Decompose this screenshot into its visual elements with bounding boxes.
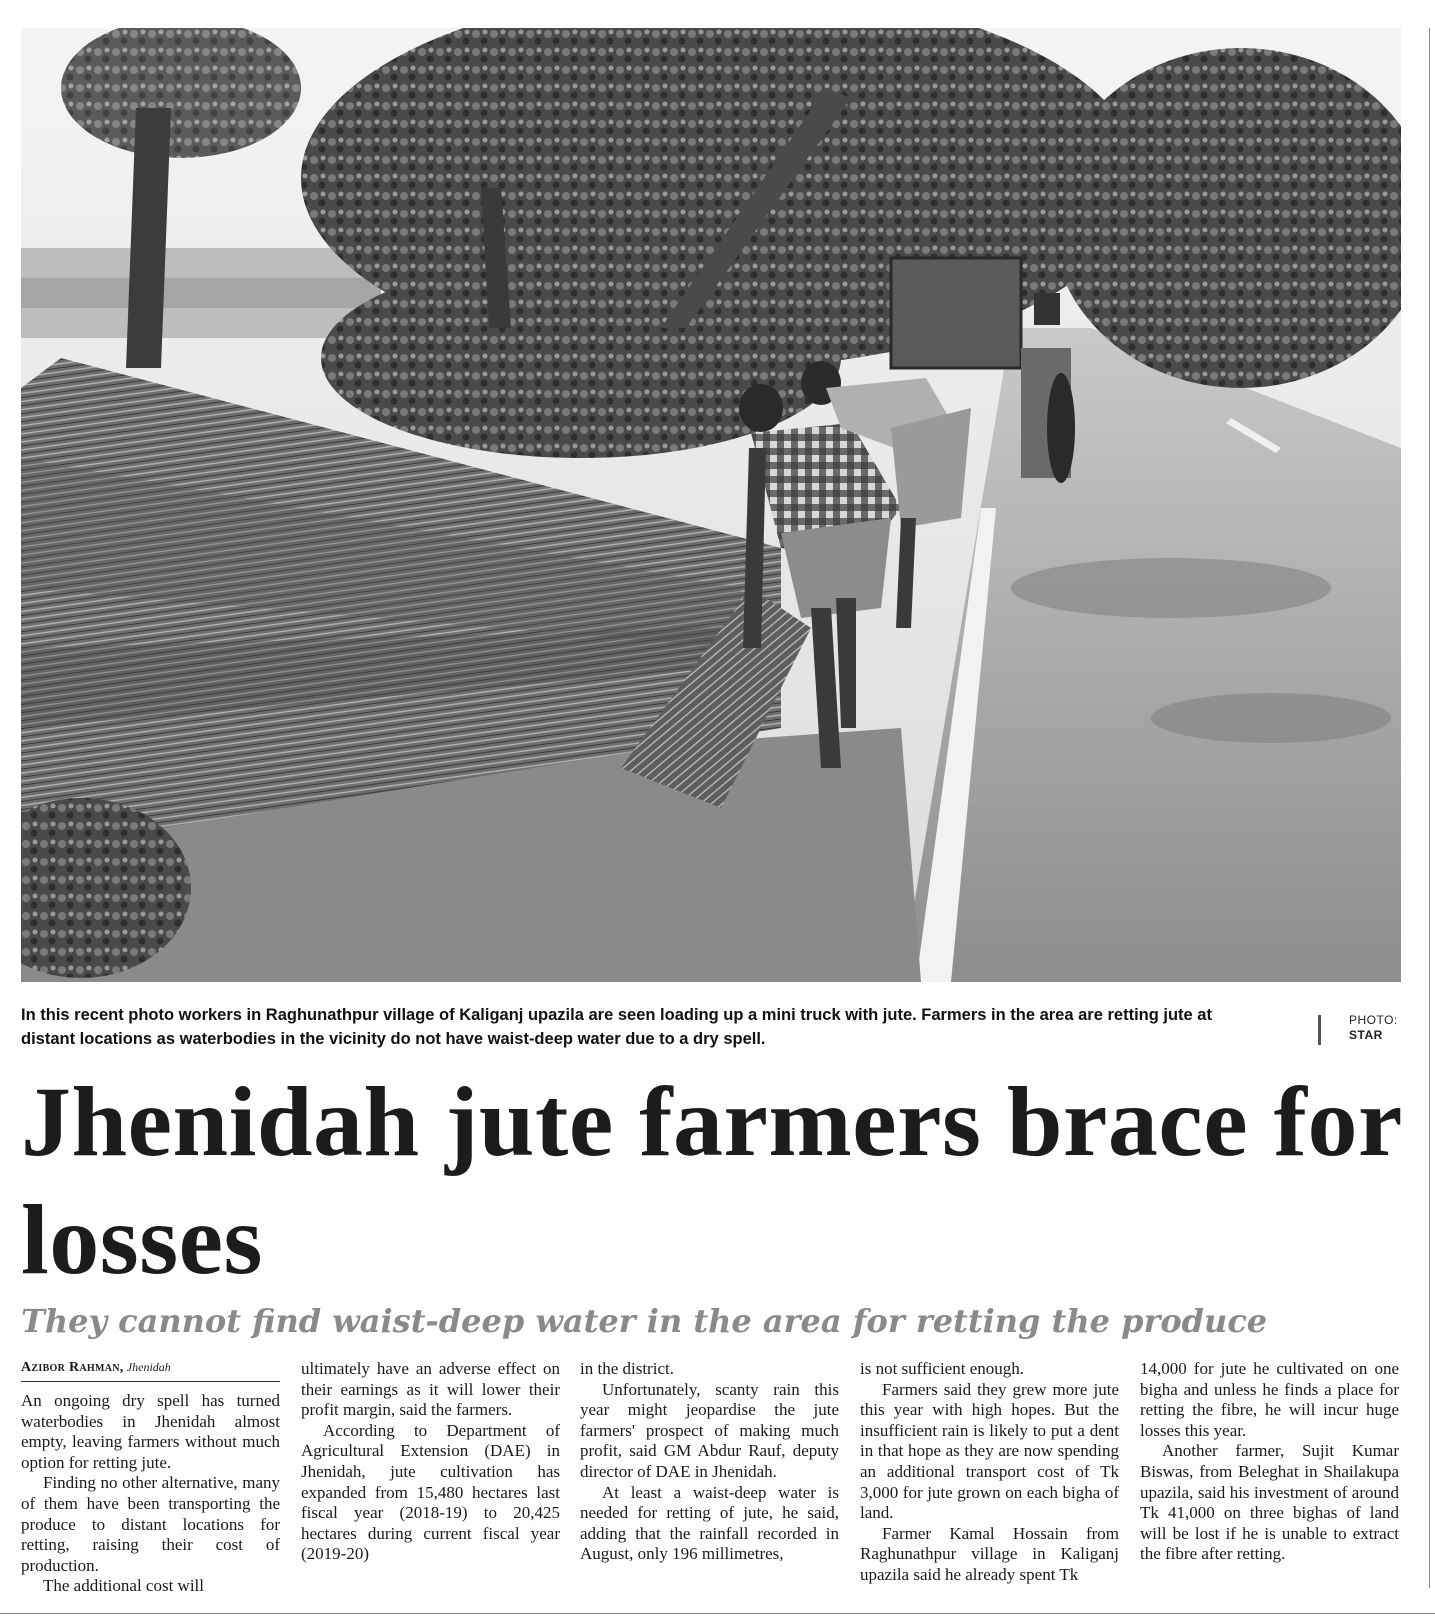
credit-divider — [1318, 1015, 1321, 1045]
byline-author: Azibor Rahman, — [21, 1360, 124, 1375]
paragraph: Unfortunately, scanty rain this year might jeopardise the jute farmers' prospect of making much profit, said GM Abdur Rauf, deputy director of DAE in Jhenidah. — [580, 1379, 839, 1481]
paragraph: At least a waist-deep water is needed for retting of jute, he said, adding that the rainfall recorded in August, only 196 millimetres, — [580, 1482, 839, 1564]
byline — [21, 1358, 280, 1382]
photo-credit-label: PHOTO: — [1349, 1013, 1398, 1027]
paragraph: An ongoing dry spell has turned waterbodies in Jhenidah almost empty, leaving farmers without much option for retting jute. — [21, 1391, 280, 1472]
photo-caption: In this recent photo workers in Raghunathpur village of Kaliganj upazila are seen loading up a mini truck with jute. Farmers in the area are retting jute at distant locations as waterbodies in the vicinity do not have waist-deep water due to a dry spell. — [21, 1006, 1212, 1048]
jute-loading-photo — [21, 28, 1401, 982]
byline-place: Jhenidah — [126, 1360, 171, 1374]
subheadline: They cannot find waist-deep water in the area for retting the produce — [21, 1302, 1268, 1340]
photo-illustration — [21, 28, 1401, 982]
article-column-3 — [580, 1359, 839, 1565]
paragraph: Farmer Kamal Hossain from Raghunathpur village in Kaliganj upazila said he already spent Tk — [860, 1523, 1119, 1584]
article-column-1 — [21, 1391, 280, 1597]
photo-credit-source: STAR — [1349, 1028, 1383, 1042]
page-right-rule — [1429, 28, 1430, 1588]
paragraph: ultimately have an adverse effect on their earnings as it will lower their profit margin, said the farmers. — [301, 1359, 560, 1420]
page-bottom-rule — [0, 1613, 1435, 1614]
article-column-2 — [301, 1359, 560, 1565]
paragraph: Another farmer, Sujit Kumar Biswas, from Beleghat in Shailakupa upazila, said his investment of around Tk 41,000 on three bighas of land will be lost if he is unable to extract the fibre after retting. — [1140, 1441, 1399, 1564]
paragraph: According to Department of Agricultural Extension (DAE) in Jhenidah, jute cultivation has expanded from 15,480 hectares last fiscal year (2018-19) to 20,425 hectares during current fiscal year (2019-20) — [301, 1420, 560, 1564]
paragraph: Farmers said they grew more jute this year with high hopes. But the insufficient rain is likely to put a dent in that hope as they are now spending an additional transport cost of Tk 3,000 for jute grown on each bigha of land. — [860, 1379, 1119, 1523]
paragraph: 14,000 for jute he cultivated on one bigha and unless he finds a place for retting the fibre, he will incur huge losses this year. — [1140, 1359, 1399, 1440]
paragraph: Finding no other alternative, many of them have been transporting the produce to distant locations for retting, raising their cost of production. — [21, 1473, 280, 1575]
paragraph: is not sufficient enough. — [860, 1359, 1024, 1378]
paragraph: The additional cost will — [43, 1576, 204, 1596]
article-column-5 — [1140, 1359, 1399, 1565]
article-column-4 — [860, 1359, 1119, 1586]
photo-credit — [1349, 1013, 1398, 1043]
paragraph: in the district. — [580, 1359, 674, 1378]
headline: Jhenidah jute farmers brace for losses — [21, 1066, 1402, 1295]
